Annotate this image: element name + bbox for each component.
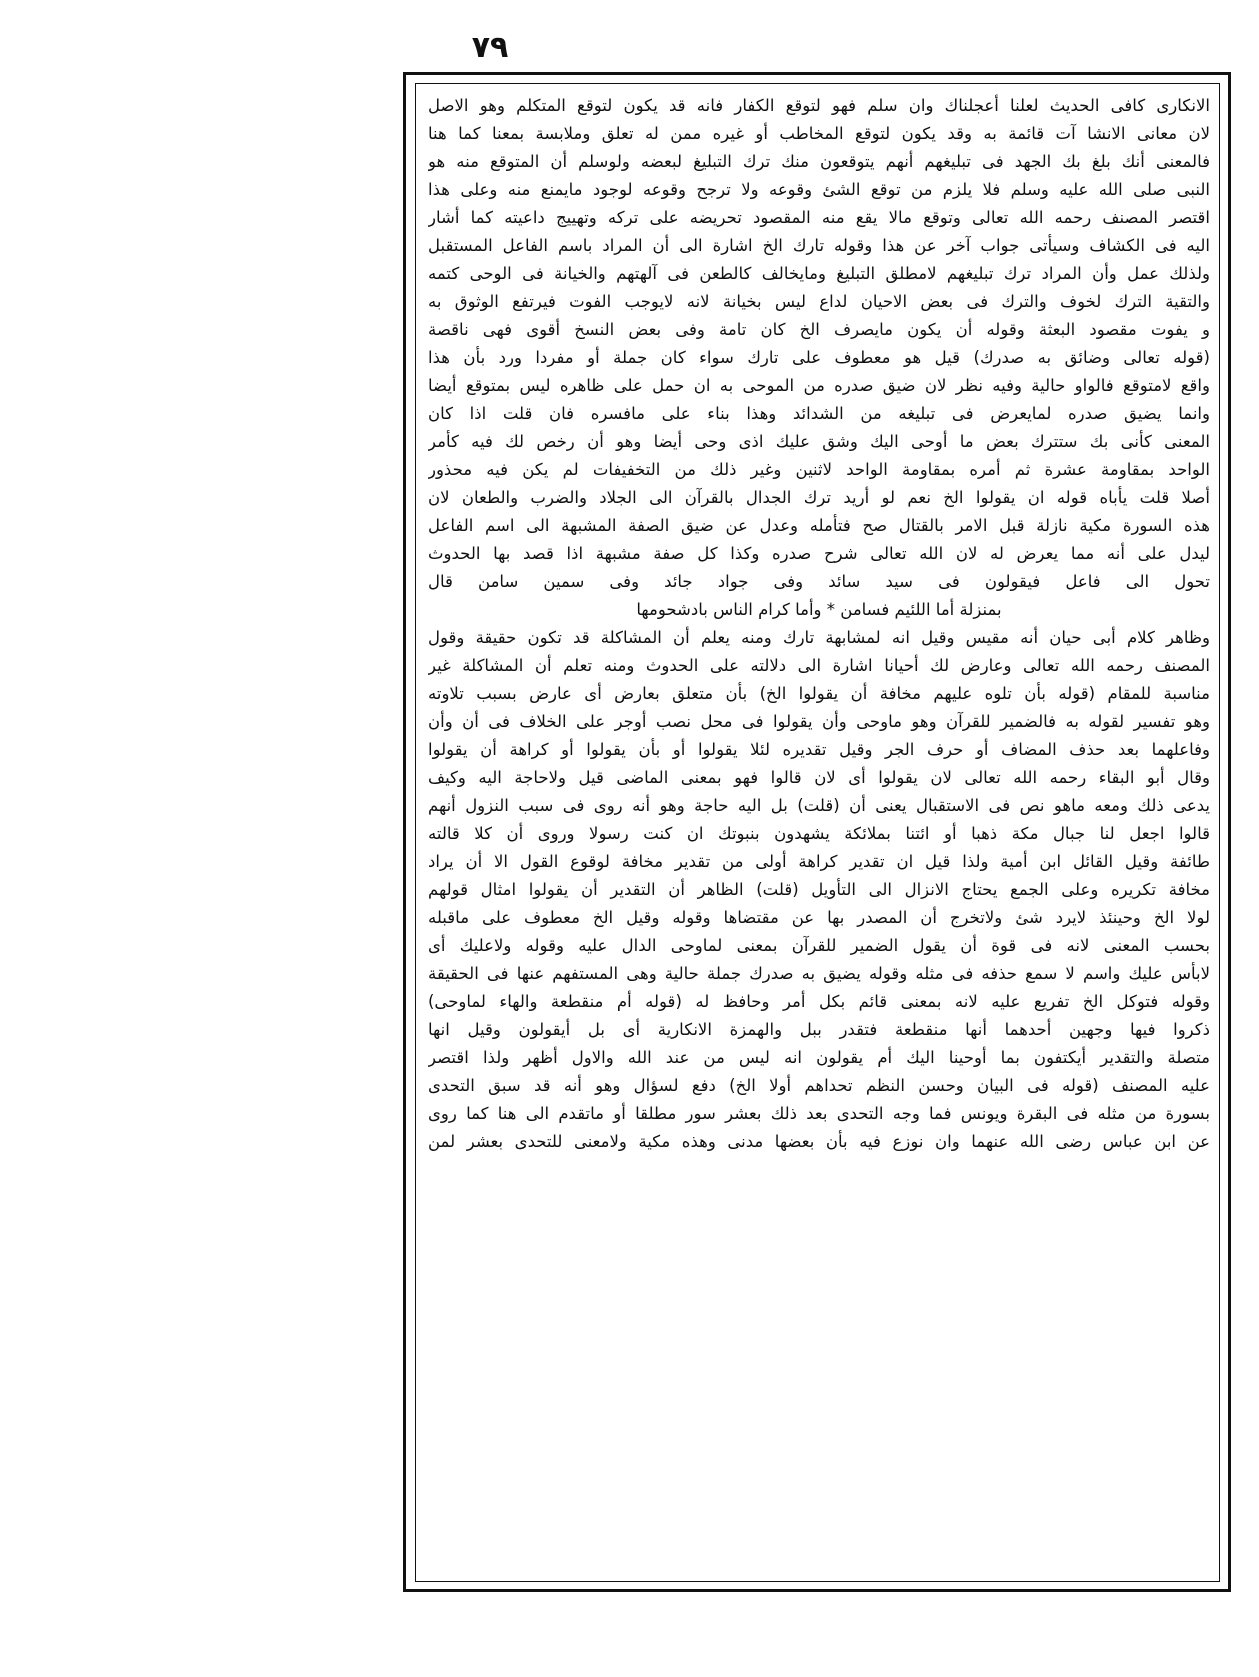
text-line: والتقية الترك لخوف والترك فى بعض الاحيان لداع ليس بخيانة لانه لايوجب الفوت فيرتفع الوثوق به <box>428 292 1210 311</box>
text-line: وقوله فتوكل الخ تفريع عليه لانه بمعنى قائم بكل أمر وحافظ له (قوله أم منقطعة والهاء لماوحى) <box>428 992 1210 1011</box>
text-line: طائفة وقيل القائل ابن أمية ولذا قيل ان تقدير كراهة أولى من تقدير مخافة لوقوع القول الا أن يراد <box>428 852 1210 871</box>
text-line: المصنف رحمه الله تعالى وعارض لك أحيانا اشارة الى دلالته على الحدوث ومنه تعلم أن المشاكلة غير <box>428 656 1210 675</box>
text-line: ولذلك عمل وأن المراد ترك تبليغهم لامطلق التبليغ ومايخالف كالطعن فى آلهتهم والخيانة فى الوحى كتمه <box>428 264 1210 283</box>
text-line: لابأس عليك واسم لا سمع حذفه فى مثله وقوله يضيق به صدرك جملة حالية وهى المستفهم عنها فى الحقيقة <box>428 964 1210 983</box>
text-line: وهو تفسير لقوله به فالضمير للقرآن وهو ماوحى وأن يقولوا فى محل نصب أوجر على الخلاف فى أن وأن <box>428 712 1210 731</box>
text-line: وانما يضيق صدره لمايعرض فى تبليغه من الشدائد وهذا بناء على مافسره فان قلت اذا كان <box>428 404 1210 423</box>
text-line: وفاعلهما بعد حذف المضاف أو حرف الجر وقيل تقديره لئلا يقولوا أو بأن يقولوا أو كراهة أن يقولوا <box>428 740 1210 759</box>
text-line: وقال أبو البقاء رحمه الله تعالى لان يقولوا أى لان قالوا فهو بمعنى الماضى قيل ولاحاجة اليه وكيف <box>428 768 1210 787</box>
text-line: الواحد بمقاومة عشرة ثم أمره بمقاومة الواحد لاثنين وغير ذلك من التخفيفات لم يكن فيه محذور <box>428 460 1210 479</box>
text-line: ليدل على أنه مما يعرض له لان الله تعالى شرح صدره وكذا كل صفة مشبهة اذا قصد بها الحدوث <box>428 544 1210 563</box>
text-line: اليه فى الكشاف وسيأتى جواب آخر عن هذا وقوله تارك الخ اشارة الى أن المراد باسم الفاعل المستقبل <box>428 236 1210 255</box>
text-line: لان معانى الانشا آت قائمة به وقد يكون لتوقع المخاطب أو غيره ممن له تعلق وملابسة بمعنا كما هنا <box>428 124 1210 143</box>
text-line: الانكارى كافى الحديث لعلنا أعجلناك وان سلم فهو لتوقع الكفار فانه قد يكون لتوقع المتكلم وهو الاصل <box>428 96 1210 115</box>
text-line: عليه المصنف (قوله فى البيان وحسن النظم تحداهم أولا الخ) دفع لسؤال وهو أنه قد سبق التحدى <box>428 1076 1210 1095</box>
text-line: فالمعنى أنك بلغ بك الجهد فى تبليغهم أنهم يتوقعون منك ترك التبليغ لبعضه ولوسلم أن المتوقع منه هو <box>428 152 1210 171</box>
text-line: قالوا اجعل لنا جبال مكة ذهبا أو ائتنا بملائكة يشهدون بنبوتك ان كنت رسولا وروى أن كلا قالته <box>428 824 1210 843</box>
verse-line: بمنزلة أما اللئيم فسامن * وأما كرام الناس بادشحومها <box>636 600 1002 619</box>
text-line: واقع لامتوقع فالواو حالية وفيه نظر لان ضيق صدره من الموحى به ان حمل على ظاهره ليس بمتوقع أيضا <box>428 376 1210 395</box>
text-line: النبى صلى الله عليه وسلم فلا يلزم من توقع الشئ وقوعه ولا ترجح وقوعه لوجود مايمنع منه وعلى هذا <box>428 180 1210 199</box>
text-line: بسورة من مثله فى البقرة ويونس فما وجه التحدى بعد ذلك بعشر سور مطلقا أو ماتقدم الى هنا كما روى <box>428 1104 1210 1123</box>
page-number: ٧٩ <box>471 30 509 65</box>
main-text-block <box>428 92 1210 1572</box>
text-line: اقتصر المصنف رحمه الله تعالى وتوقع مالا يقع منه المقصود تحريضه على تركه وتهييج داعيته كما أشار <box>428 208 1210 227</box>
text-line: عن ابن عباس رضى الله عنهما وان نوزع فيه بأن بعضها مدنى وهذه مكية ولامعنى للتحدى بعشر لمن <box>428 1132 1210 1151</box>
text-line: بحسب المعنى لانه فى قوة أن يقول الضمير للقرآن بمعنى لماوحى الدال عليه وقوله ولاعليك أى <box>428 936 1210 955</box>
text-line: (قوله تعالى وضائق به صدرك) قيل هو معطوف على تارك سواء كان جملة أو مفردا ورد بأن هذا <box>428 348 1210 367</box>
text-line: تحول الى فاعل فيقولون فى سيد سائد وفى جواد جائد وفى سمين سامن قال <box>428 572 1210 591</box>
text-line: ذكروا فيها وجهين أحدهما أنها منقطعة فتقدر ببل والهمزة الانكارية أى بل أيقولون وقيل انها <box>428 1020 1210 1039</box>
text-line: أصلا قلت يأباه قوله ان يقولوا الخ نعم لو أريد ترك الجدال بالقرآن الى الجلاد والضرب والطعان لان <box>428 488 1210 507</box>
text-line: المعنى كأنى بك ستترك بعض ما أوحى اليك وشق عليك اذى وحى أيضا وهو أن رخص لك فيه كأمر <box>428 432 1210 451</box>
text-line: متصلة والتقدير أيكتفون بما أوحينا اليك أم يقولون انه ليس من عند الله والاول أظهر ولذا اقتصر <box>428 1048 1210 1067</box>
text-line: لولا الخ وحينئذ لايرد شئ ولاتخرج أن المصدر بها عن مقتضاها وقوله وقيل الخ معطوف على ماقبله <box>428 908 1210 927</box>
text-line: مناسبة للمقام (قوله بأن تلوه عليهم مخافة أن يقولوا الخ) بأن متعلق بعارض أى عارض بسبب تلاوته <box>428 684 1210 703</box>
text-line: و يفوت مقصود البعثة وقوله أن يكون مايصرف الخ كان تامة وفى بعض النسخ أقوى فهى ناقصة <box>428 320 1210 339</box>
text-line: هذه السورة مكية نازلة قبل الامر بالقتال صح فتأمله وعدل عن ضيق الصفة المشبهة الى اسم الفاعل <box>428 516 1210 535</box>
text-line: يدعى ذلك ومعه ماهو نص فى الاستقبال يعنى أن (قلت) بل اليه حاجة وهو أنه روى فى سبب النزول أنهم <box>428 796 1210 815</box>
text-line: وظاهر كلام أبى حيان أنه مقيس وقيل انه لمشابهة تارك ومنه يعلم أن المشاكلة قد تكون حقيقة وقول <box>428 628 1210 647</box>
text-line: مخافة تكريره وعلى الجمع يحتاج الانزال الى التأويل (قلت) الظاهر أن التقدير أن يقولوا امثال قولهم <box>428 880 1210 899</box>
